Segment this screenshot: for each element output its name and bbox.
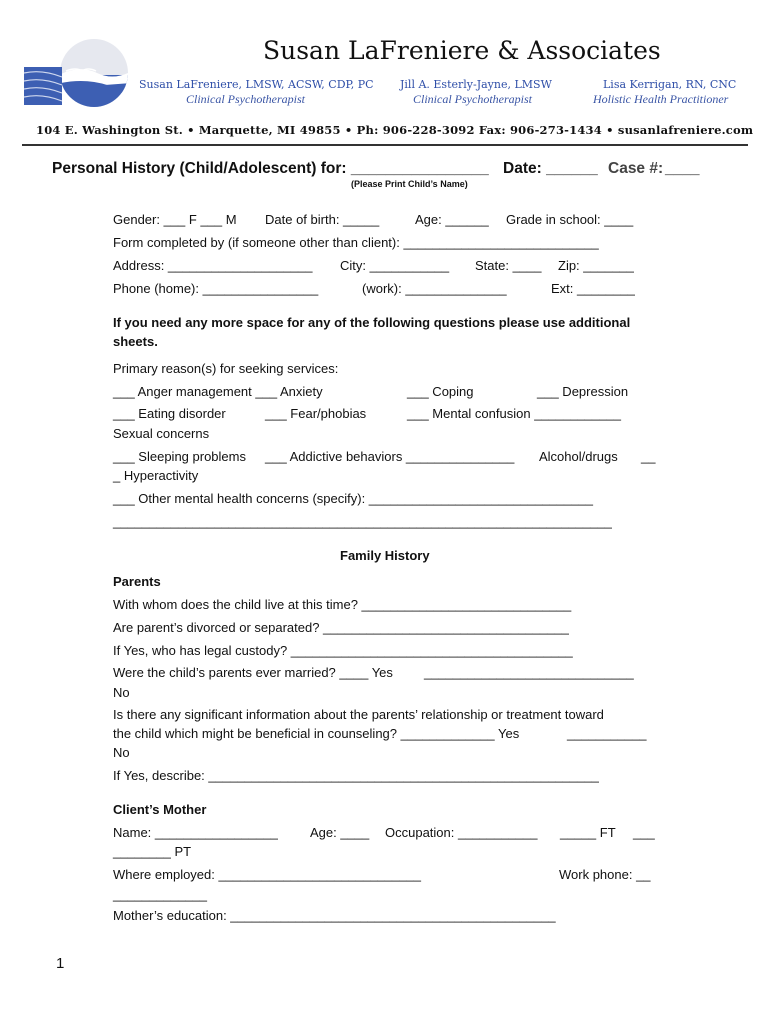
addictive-behaviors-option[interactable]: ___ Addictive behaviors _______________ (265, 449, 515, 464)
mother-ft-blank[interactable]: ___ (633, 825, 655, 840)
practitioner-name-1: Susan LaFreniere, LMSW, ACSW, CDP, PC (139, 78, 374, 91)
address-line: 104 E. Washington St. • Marquette, MI 49855 • Ph: 906-228-3092 Fax: 906-273-1434 • susanlafreniere.com (36, 123, 754, 137)
significant-info-blank[interactable]: ___________ (567, 726, 647, 741)
mother-pt-option[interactable]: ________ PT (113, 844, 192, 859)
sexual-concerns-option[interactable]: Sexual concerns (113, 426, 210, 441)
alcohol-drugs-option[interactable]: Alcohol/drugs (539, 449, 618, 464)
practitioner-name-2: Jill A. Esterly-Jayne, LMSW (400, 78, 552, 91)
primary-reasons-label: Primary reason(s) for seeking services: (113, 361, 339, 376)
gender-field[interactable]: Gender: ___ F ___ M (113, 212, 237, 227)
parents-divorced-field[interactable]: Are parent’s divorced or separated? __________________________________ (113, 620, 569, 635)
firm-name: Susan LaFreniere & Associates (263, 36, 661, 65)
mother-work-phone-continuation[interactable]: _____________ (113, 887, 207, 902)
form-title: Personal History (Child/Adolescent) for: ________________ (52, 160, 489, 177)
print-note: (Please Print Child’s Name) (351, 179, 468, 189)
sleeping-problems-option[interactable]: ___ Sleeping problems (113, 449, 246, 464)
practitioner-title-3: Holistic Health Practitioner (593, 92, 729, 106)
state-field[interactable]: State: ____ (475, 258, 542, 273)
phone-work-field[interactable]: (work): ______________ (362, 281, 507, 296)
age-field[interactable]: Age: ______ (415, 212, 489, 227)
city-field[interactable]: City: ___________ (340, 258, 450, 273)
depression-option[interactable]: ___ Depression (537, 384, 629, 399)
case-number-field[interactable]: ____ (665, 160, 700, 177)
practitioner-name-3: Lisa Kerrigan, RN, CNC (603, 78, 737, 91)
family-history-heading: Family History (340, 548, 430, 563)
coping-option[interactable]: ___ Coping (407, 384, 474, 399)
mother-education-field[interactable]: Mother’s education: _____________________________________________ (113, 908, 556, 923)
mother-heading: Client’s Mother (113, 802, 207, 817)
other-concerns-continuation[interactable]: _____________________________________________________________________ (113, 514, 612, 529)
date-field[interactable]: Date: ______ (503, 160, 598, 177)
mother-work-phone-field[interactable]: Work phone: __ (559, 867, 651, 882)
dob-field[interactable]: Date of birth: _____ (265, 212, 380, 227)
alcohol-drugs-blank[interactable]: __ (641, 449, 656, 464)
eating-disorder-option[interactable]: ___ Eating disorder (113, 406, 226, 421)
page-number: 1 (56, 955, 65, 972)
case-number-label: Case #: (608, 160, 664, 177)
parents-heading: Parents (113, 574, 161, 589)
address-field[interactable]: Address: ____________________ (113, 258, 313, 273)
zip-field[interactable]: Zip: _______ (558, 258, 634, 273)
header-divider (22, 144, 748, 146)
parents-married-blank[interactable]: _____________________________ (424, 665, 634, 680)
significant-info-no[interactable]: No (113, 745, 130, 760)
hyperactivity-option[interactable]: _ Hyperactivity (113, 468, 199, 483)
practitioner-title-2: Clinical Psychotherapist (413, 92, 532, 106)
mother-age-field[interactable]: Age: ____ (310, 825, 370, 840)
phone-home-field[interactable]: Phone (home): ________________ (113, 281, 319, 296)
other-concerns-field[interactable]: ___ Other mental health concerns (specify): _______________________________ (113, 491, 593, 506)
significant-info-line-1: Is there any significant information about the parents’ relationship or treatment toward (113, 707, 604, 722)
fear-phobias-option[interactable]: ___ Fear/phobias (265, 406, 367, 421)
describe-field[interactable]: If Yes, describe: ______________________________________________________ (113, 768, 599, 783)
space-note-line-1: If you need any more space for any of the following questions please use additional (113, 315, 631, 330)
mental-confusion-option[interactable]: ___ Mental confusion ____________ (407, 406, 621, 421)
space-note-line-2: sheets. (113, 334, 158, 349)
parents-married-no[interactable]: No (113, 685, 130, 700)
significant-info-line-2[interactable]: the child which might be beneficial in counseling? _____________ Yes (113, 726, 520, 741)
mother-employer-field[interactable]: Where employed: ____________________________ (113, 867, 421, 882)
legal-custody-field[interactable]: If Yes, who has legal custody? _______________________________________ (113, 643, 573, 658)
ext-field[interactable]: Ext: ________ (551, 281, 635, 296)
completed-by-field[interactable]: Form completed by (if someone other than client): ___________________________ (113, 235, 599, 250)
practitioner-title-1: Clinical Psychotherapist (186, 92, 305, 106)
mother-name-field[interactable]: Name: _________________ (113, 825, 278, 840)
grade-field[interactable]: Grade in school: ____ (506, 212, 634, 227)
mother-occupation-field[interactable]: Occupation: ___________ (385, 825, 538, 840)
child-lives-with-field[interactable]: With whom does the child live at this time? _____________________________ (113, 597, 572, 612)
parents-married-field[interactable]: Were the child’s parents ever married? ____ Yes (113, 665, 393, 680)
mother-ft-option[interactable]: _____ FT (560, 825, 616, 840)
anger-anxiety-option[interactable]: ___ Anger management ___ Anxiety (113, 384, 323, 399)
company-logo (22, 33, 132, 108)
